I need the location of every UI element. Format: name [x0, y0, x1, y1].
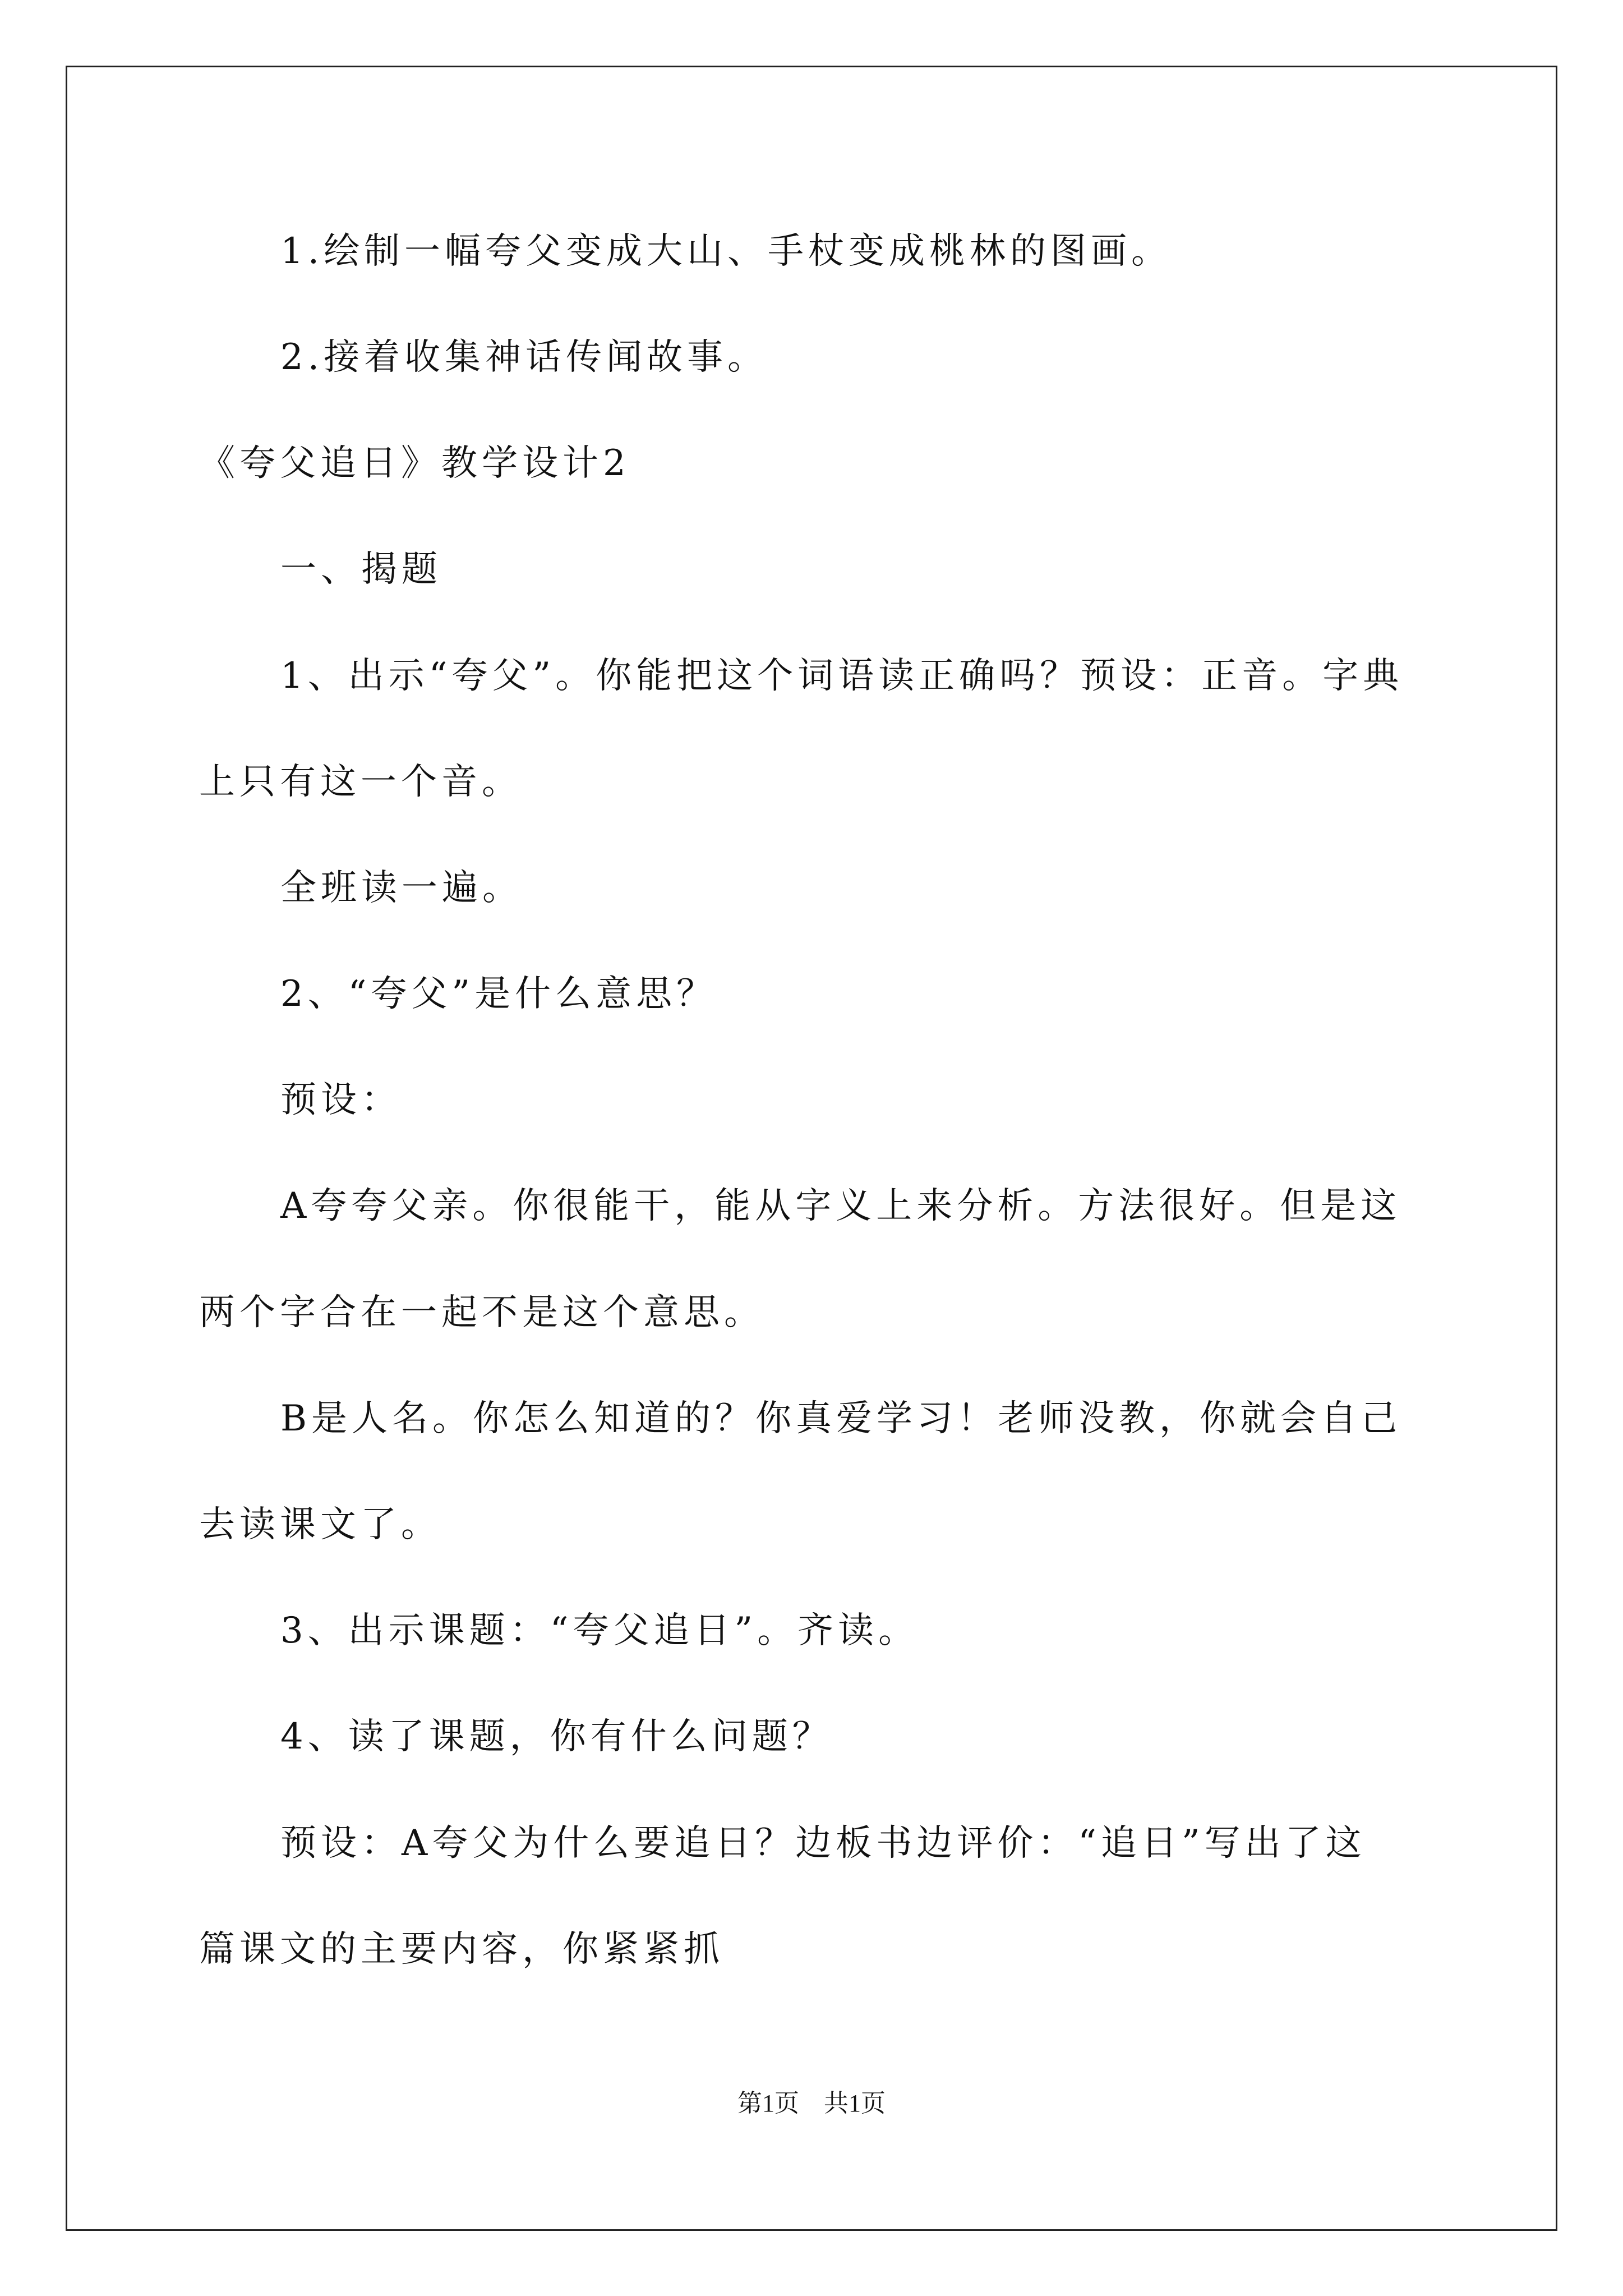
paragraph-line: 上只有这一个音。 [199, 761, 522, 803]
paragraph-line: 两个字合在一起不是这个意思。 [199, 1292, 764, 1333]
paragraph-line: 4、读了课题，你有什么问题？ [280, 1716, 833, 1757]
paragraph-line: 1.绘制一幅夸父变成大山、手杖变成桃林的图画。 [280, 231, 1172, 272]
paragraph-line: 全班读一遍。 [280, 867, 523, 909]
subheading: 一、揭题 [280, 549, 442, 590]
paragraph-line: 2.接着收集神话传闻故事。 [280, 337, 768, 378]
paragraph-line: 去读课文了。 [199, 1504, 441, 1545]
paragraph-line: 3、出示课题：“夸父追日”。齐读。 [280, 1610, 919, 1651]
paragraph-line: 预设：A夸父为什么要追日？边板书边评价：“追日”写出了这 [280, 1823, 1366, 1864]
section-heading: 《夸父追日》教学设计2 [199, 443, 630, 484]
paragraph-line: 1、出示“夸父”。你能把这个词语读正确吗？预设：正音。字典 [280, 655, 1404, 697]
page-number-footer: 第1页 共1页 [737, 2090, 886, 2117]
paragraph-line: 2、“夸父”是什么意思？ [280, 973, 717, 1015]
paragraph-line: A夸夸父亲。你很能干，能从字义上来分析。方法很好。但是这 [280, 1185, 1401, 1227]
page-border [66, 66, 1557, 2231]
paragraph-line: 预设： [280, 1079, 402, 1121]
paragraph-line: 篇课文的主要内容，你紧紧抓 [199, 1929, 724, 1970]
paragraph-line: B是人名。你怎么知道的？你真爱学习！老师没教，你就会自己 [280, 1398, 1402, 1439]
